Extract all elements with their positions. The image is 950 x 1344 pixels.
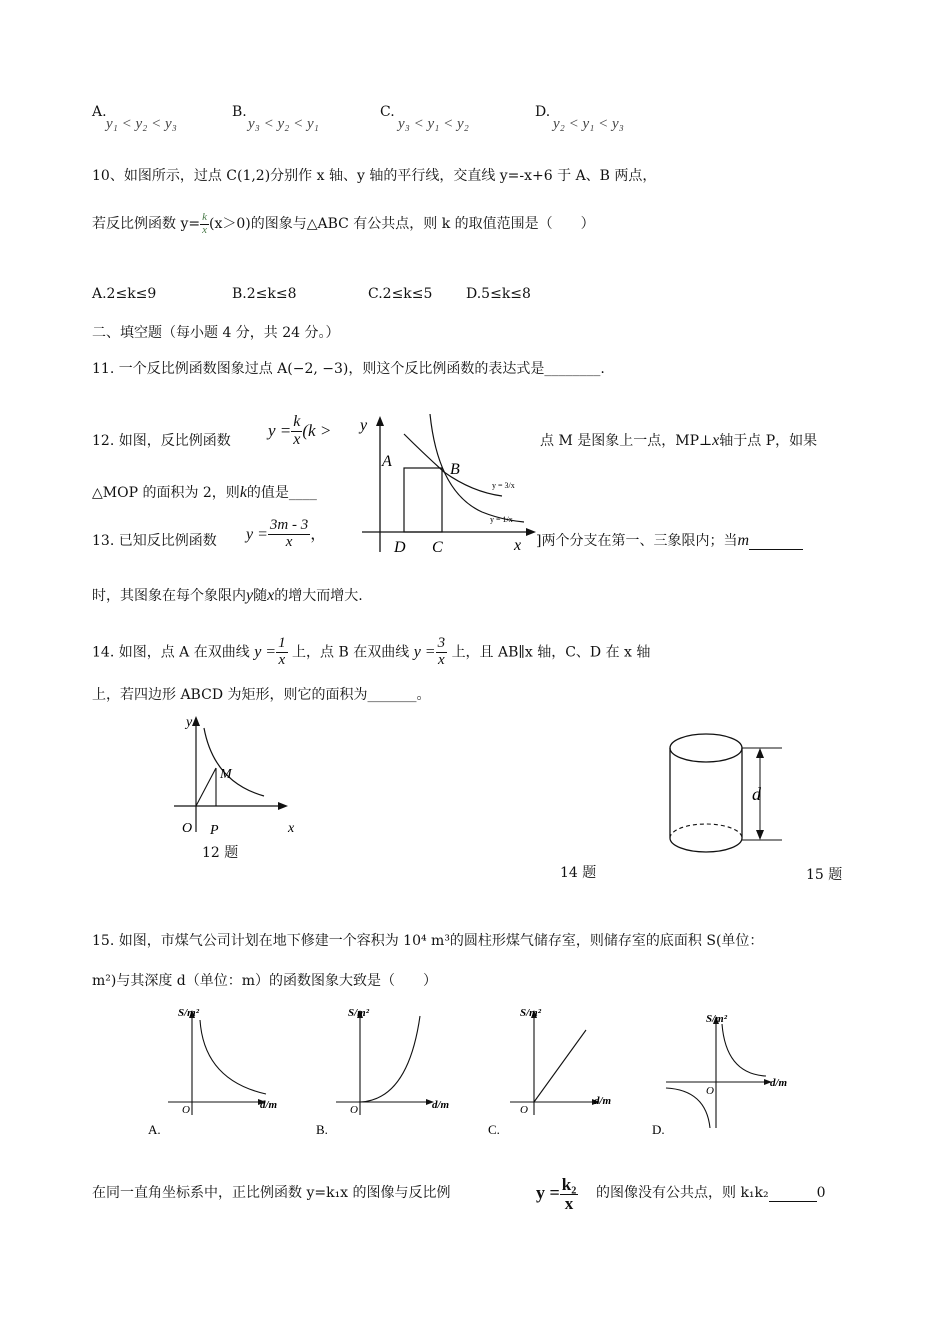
q9-option-c-expr: y₃ < y₁ < y₂ bbox=[398, 116, 469, 132]
graph-d-y-label: S/m² bbox=[706, 1013, 728, 1025]
graph-c-option: C. bbox=[488, 1122, 500, 1137]
curve-y1x bbox=[430, 414, 524, 522]
graph-a-origin: O bbox=[182, 1104, 190, 1116]
caption-12: 12 题 bbox=[202, 845, 239, 861]
fig14-point-a: A bbox=[382, 453, 392, 470]
q14-line2: 上，若四边形 ABCD 为矩形，则它的面积为_______。 bbox=[92, 687, 431, 703]
fig15-depth-label: d bbox=[752, 784, 761, 804]
graph-d-x-label: d/m bbox=[770, 1077, 788, 1089]
q15-line1: 15. 如图，市煤气公司计划在地下修建一个容积为 10⁴ m³的圆柱形煤气储存室，则储存室的底面积 S(单位： bbox=[92, 933, 764, 949]
q10-option-a: A.2≤k≤9 bbox=[92, 286, 157, 302]
q12-line2: △MOP 的面积为 2，则k的值是____ bbox=[92, 484, 317, 501]
q13-line2: 时，其图象在每个象限内y随x的增大而增大. bbox=[92, 587, 363, 604]
fig12-curve bbox=[204, 728, 264, 796]
figure-14 bbox=[352, 412, 542, 560]
q16-blank bbox=[769, 1185, 817, 1202]
fig14-y-label: y bbox=[360, 417, 368, 434]
q13-pre: 13. 已知反比例函数 bbox=[92, 533, 217, 549]
fig14-curve3-label: y = 3/x bbox=[492, 481, 515, 490]
q11: 11. 一个反比例函数图象过点 A(−2, −3)，则这个反比例函数的表达式是________. bbox=[92, 361, 605, 377]
graph-a-option: A. bbox=[148, 1122, 161, 1137]
section-heading: 二、填空题（每小题 4 分，共 24 分。） bbox=[92, 325, 340, 341]
graph-a-y-label: S/m² bbox=[178, 1007, 200, 1019]
q14-line1: 14. 如图，点 A 在双曲线 y = $\frac{1}{x}$ 上，点 B 在双曲线 y = $\frac{3}{x}$ 上，且 AB∥x 轴，C、D 在 x 轴 bbox=[92, 635, 651, 668]
graph-d bbox=[648, 1000, 808, 1140]
q16-formula: y = $\frac{\text{k₂}}{x}$ bbox=[536, 1175, 577, 1213]
q10-option-c: C.2≤k≤5 bbox=[368, 286, 433, 302]
fig14-point-d: D bbox=[394, 539, 406, 556]
q9-option-a: A. bbox=[92, 104, 107, 120]
graph-a-x-label: d/m bbox=[260, 1099, 278, 1111]
fig12-origin: O bbox=[182, 821, 193, 836]
graph-b-origin: O bbox=[350, 1104, 358, 1116]
q10-option-b: B.2≤k≤8 bbox=[232, 286, 297, 302]
fig14-curve1-label: y = 1/x bbox=[490, 515, 513, 524]
q9-option-d: D. bbox=[535, 104, 551, 120]
graph-c-y-label: S/m² bbox=[520, 1007, 542, 1019]
q9-option-b-expr: y₃ < y₂ < y₁ bbox=[248, 116, 319, 132]
graph-c bbox=[482, 1000, 642, 1140]
q9-option-c: C. bbox=[380, 104, 395, 120]
q13-post: ]两个分支在第一、三象限内；当m bbox=[536, 530, 803, 550]
q13-blank bbox=[749, 533, 803, 550]
q10-fraction: $\frac{k}{x}$ bbox=[202, 211, 207, 236]
fig12-x-label: x bbox=[288, 821, 295, 836]
q9-option-d-expr: y₂ < y₁ < y₃ bbox=[553, 116, 624, 132]
fig12-y-label: y bbox=[186, 715, 193, 730]
q10-line1: 10、如图所示，过点 C(1,2)分别作 x 轴、y 轴的平行线，交直线 y=-x+6 于 A、B 两点， bbox=[92, 168, 657, 184]
q9-option-b: B. bbox=[232, 104, 247, 120]
caption-14: 14 题 bbox=[560, 865, 597, 881]
fig12-point-p: P bbox=[210, 823, 219, 838]
fig12-point-m: M bbox=[220, 767, 232, 782]
graph-d-origin: O bbox=[706, 1085, 714, 1097]
fig14-point-c: C bbox=[432, 539, 443, 556]
q9-option-a-expr: y₁ < y₂ < y₃ bbox=[106, 116, 177, 132]
graph-d-option: D. bbox=[652, 1122, 665, 1137]
rectangle-abcd bbox=[404, 468, 442, 532]
figure-12 bbox=[170, 712, 310, 862]
q10-option-d: D.5≤k≤8 bbox=[466, 286, 531, 302]
q12-post: 点 M 是图象上一点，MP⊥x轴于点 P，如果 bbox=[540, 432, 818, 449]
graph-b bbox=[308, 1000, 468, 1140]
graph-b-x-label: d/m bbox=[432, 1099, 450, 1111]
graph-c-x-label: d/m bbox=[594, 1095, 612, 1107]
q16-post: 的图像没有公共点，则 k₁k₂ 0 bbox=[596, 1185, 826, 1201]
figure-15-cylinder bbox=[660, 720, 790, 860]
caption-15: 15 题 bbox=[806, 867, 843, 883]
q12-pre: 12. 如图，反比例函数 bbox=[92, 433, 231, 449]
graph-b-y-label: S/m² bbox=[348, 1007, 370, 1019]
q15-line2: m²)与其深度 d（单位：m）的函数图象大致是（ ） bbox=[92, 973, 438, 989]
fig14-x-label: x bbox=[514, 537, 522, 554]
q13-formula: y = $\frac{3m - 3}{x}$ ， bbox=[246, 517, 327, 550]
graph-b-option: B. bbox=[316, 1122, 328, 1137]
q10-line2: 若反比例函数 y= $\frac{k}{x}$ (x＞0)的图象与△ABC 有公共点，则 k 的取值范围是（ ） bbox=[92, 211, 595, 236]
q12-formula: y = $\frac{k}{x}$ (k > bbox=[268, 413, 332, 448]
q16-pre: 在同一直角坐标系中，正比例函数 y=k₁x 的图像与反比例 bbox=[92, 1185, 451, 1201]
graph-a bbox=[140, 1000, 300, 1140]
graph-c-origin: O bbox=[520, 1104, 528, 1116]
fig14-point-b: B bbox=[450, 461, 460, 478]
